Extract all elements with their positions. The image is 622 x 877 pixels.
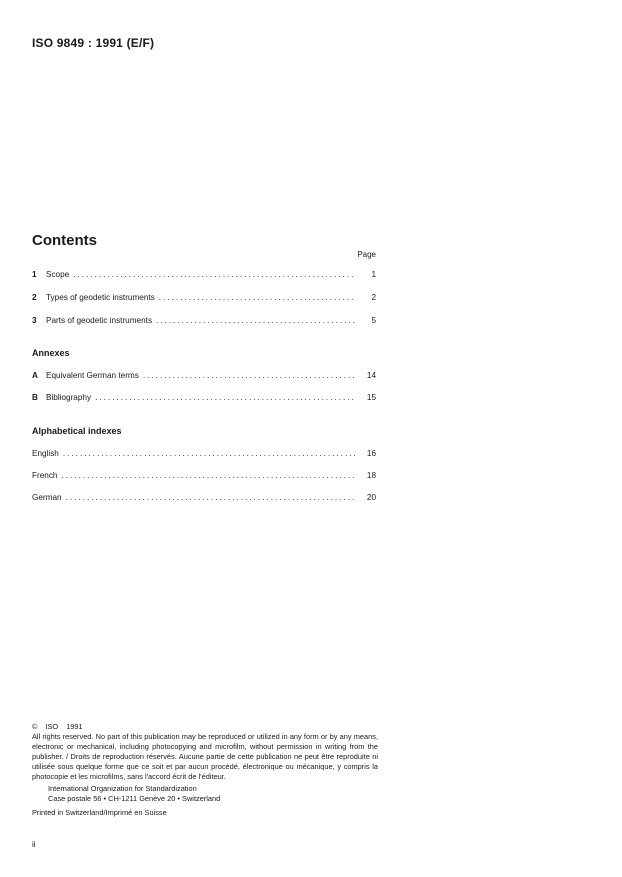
- toc-entry-page: 15: [366, 393, 376, 402]
- toc-leader-dots: [156, 316, 356, 325]
- toc-entry-title: Equivalent German terms: [46, 371, 139, 380]
- toc-entry-page: 2: [371, 293, 376, 302]
- toc-leader-dots: [66, 493, 356, 502]
- publisher-name: International Organization for Standardization: [48, 784, 197, 793]
- toc-entry-page: 16: [366, 449, 376, 458]
- toc-entry-parts[interactable]: [32, 316, 376, 328]
- toc-entry-title: French: [32, 471, 58, 480]
- copyright-line: [32, 722, 378, 732]
- toc-entry-title: Scope: [46, 270, 70, 279]
- toc-entry-index-french[interactable]: [32, 471, 376, 483]
- toc-leader-dots: [159, 293, 356, 302]
- toc-entry-page: 1: [371, 270, 376, 279]
- toc-entry-number: 2: [32, 293, 37, 302]
- copyright-symbol: ©: [32, 722, 38, 731]
- toc-entry-title: Bibliography: [46, 393, 92, 402]
- toc-entry-page: 5: [371, 316, 376, 325]
- page-column-label: Page: [357, 250, 376, 259]
- indexes-heading: Alphabetical indexes: [32, 426, 122, 436]
- toc-entry-page: 18: [366, 471, 376, 480]
- toc-entry-title: English: [32, 449, 59, 458]
- copyright-notice: All rights reserved. No part of this publication may be reproduced or utilized in any form or by any means, electronic or mechanical, including photocopying and microfilm, without permission in writing from the publisher. / Droits de reproduction réservés. Aucune partie de cette publication ne peut être reproduite ni utilisée sous quelque forme que ce soit et par aucun procédé, électronique ou mécanique, y compris la photocopie et les microfilms, sans l'accord écrit de l'éditeur.: [32, 732, 378, 781]
- page-number: ii: [32, 840, 36, 849]
- toc-entry-types[interactable]: [32, 293, 376, 305]
- annexes-heading: Annexes: [32, 348, 70, 358]
- contents-title: Contents: [32, 232, 97, 249]
- toc-entry-title: German: [32, 493, 62, 502]
- publisher-address: Case postale 56 • CH-1211 Genève 20 • Switzerland: [48, 794, 221, 803]
- toc-leader-dots: [63, 449, 356, 458]
- toc-entry-annex-a[interactable]: [32, 371, 376, 383]
- document-header: ISO 9849 : 1991 (E/F): [32, 36, 155, 50]
- toc-entry-index-english[interactable]: [32, 449, 376, 461]
- toc-entry-annex-b[interactable]: [32, 393, 376, 405]
- copyright-year: 1991: [66, 722, 83, 731]
- toc-entry-number: A: [32, 371, 38, 380]
- toc-leader-dots: [95, 393, 356, 402]
- toc-entry-title: Types of geodetic instruments: [46, 293, 155, 302]
- toc-entry-title: Parts of geodetic instruments: [46, 316, 153, 325]
- copyright-iso: ISO: [45, 722, 59, 731]
- toc-leader-dots: [143, 371, 356, 380]
- toc-entry-page: 20: [366, 493, 376, 502]
- toc-leader-dots: [73, 270, 356, 279]
- toc-entry-number: 3: [32, 316, 37, 325]
- toc-entry-page: 14: [366, 371, 376, 380]
- toc-entry-index-german[interactable]: [32, 493, 376, 505]
- toc-entry-number: B: [32, 393, 38, 402]
- toc-entry-number: 1: [32, 270, 37, 279]
- toc-entry-scope[interactable]: [32, 270, 376, 282]
- toc-leader-dots: [61, 471, 356, 480]
- copyright-block: [32, 722, 378, 818]
- printed-in: Printed in Switzerland/Imprimé en Suisse: [32, 808, 167, 817]
